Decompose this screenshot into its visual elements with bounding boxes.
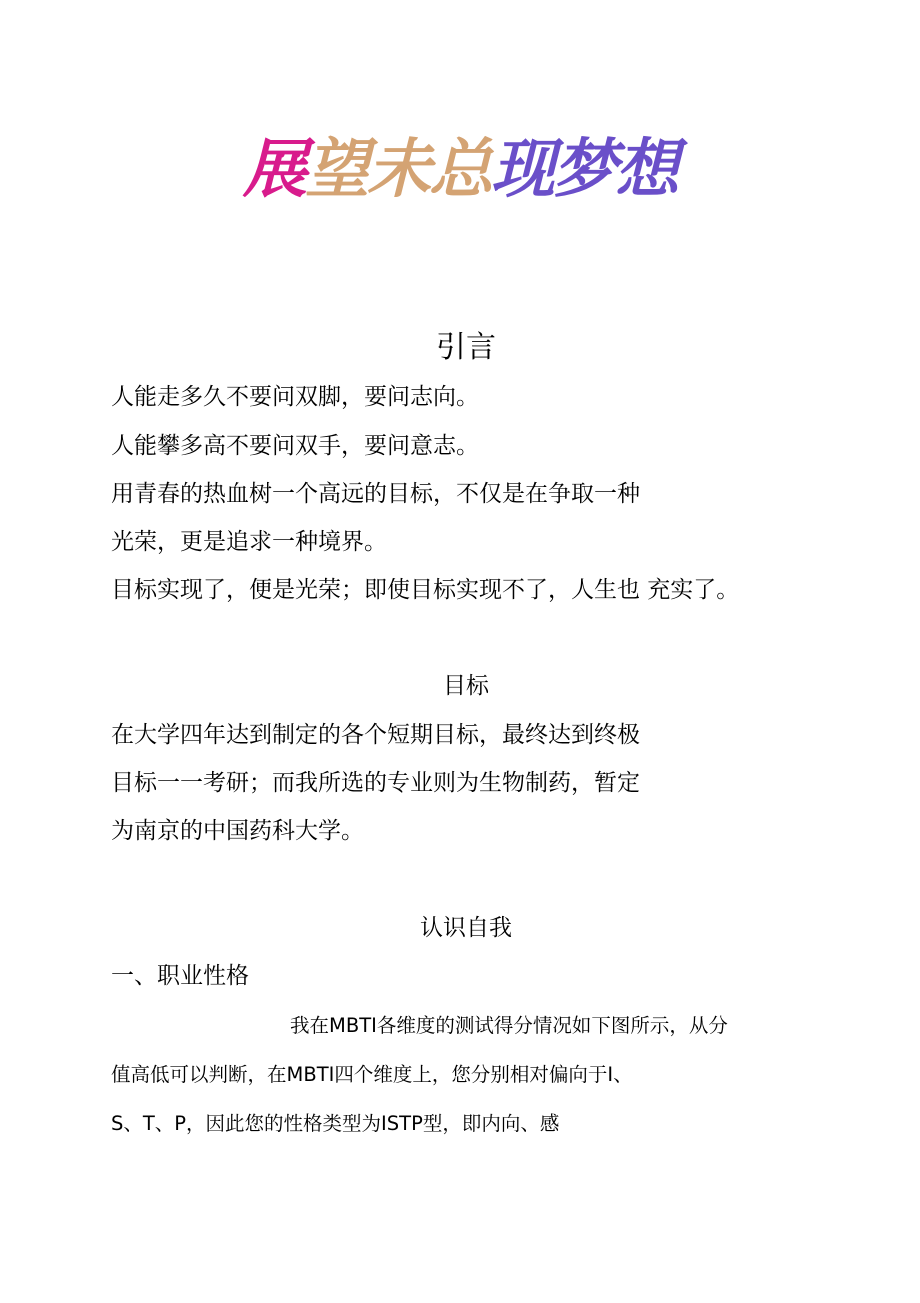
title-char-5: 现 <box>491 133 553 207</box>
goal-line-3: 为南京的中国药科大学。 <box>111 818 364 844</box>
intro-line-2: 人能攀多高不要问双手，要问意志。 <box>111 433 479 459</box>
goal-line-1: 在大学四年达到制定的各个短期目标，最终达到终极 <box>111 722 640 748</box>
intro-line-4: 光荣，更是追求一种境界。 <box>111 529 387 555</box>
self-subheading: 一、职业性格 <box>111 963 249 989</box>
intro-line-3: 用青春的热血树一个高远的目标，不仅是在争取一种 <box>111 481 640 507</box>
document-title <box>0 128 920 212</box>
title-char-3: 未 <box>367 133 429 207</box>
intro-heading: 引言 <box>436 330 496 365</box>
title-char-7: 想 <box>615 133 677 207</box>
self-heading: 认识自我 <box>420 915 512 941</box>
title-char-6: 梦 <box>553 133 615 207</box>
title-char-1: 展 <box>243 133 305 207</box>
goal-heading: 目标 <box>443 673 489 699</box>
title-char-2: 望 <box>305 133 367 207</box>
title-char-4: 总 <box>429 133 491 207</box>
self-line-3: S、T、P，因此您的性格类型为ISTP型，即内向、感 <box>111 1112 560 1135</box>
intro-line-1: 人能走多久不要问双脚，要问志向。 <box>111 384 479 410</box>
self-line-1: 我在MBTI各维度的测试得分情况如下图所示，从分 <box>290 1014 728 1037</box>
intro-line-5: 目标实现了，便是光荣；即使目标实现不了，人生也 充实了。 <box>111 577 740 603</box>
goal-line-2: 目标一一考研；而我所选的专业则为生物制药，暂定 <box>111 770 640 796</box>
self-line-2: 值高低可以判断，在MBTI四个维度上，您分别相对偏向于I、 <box>111 1063 633 1086</box>
